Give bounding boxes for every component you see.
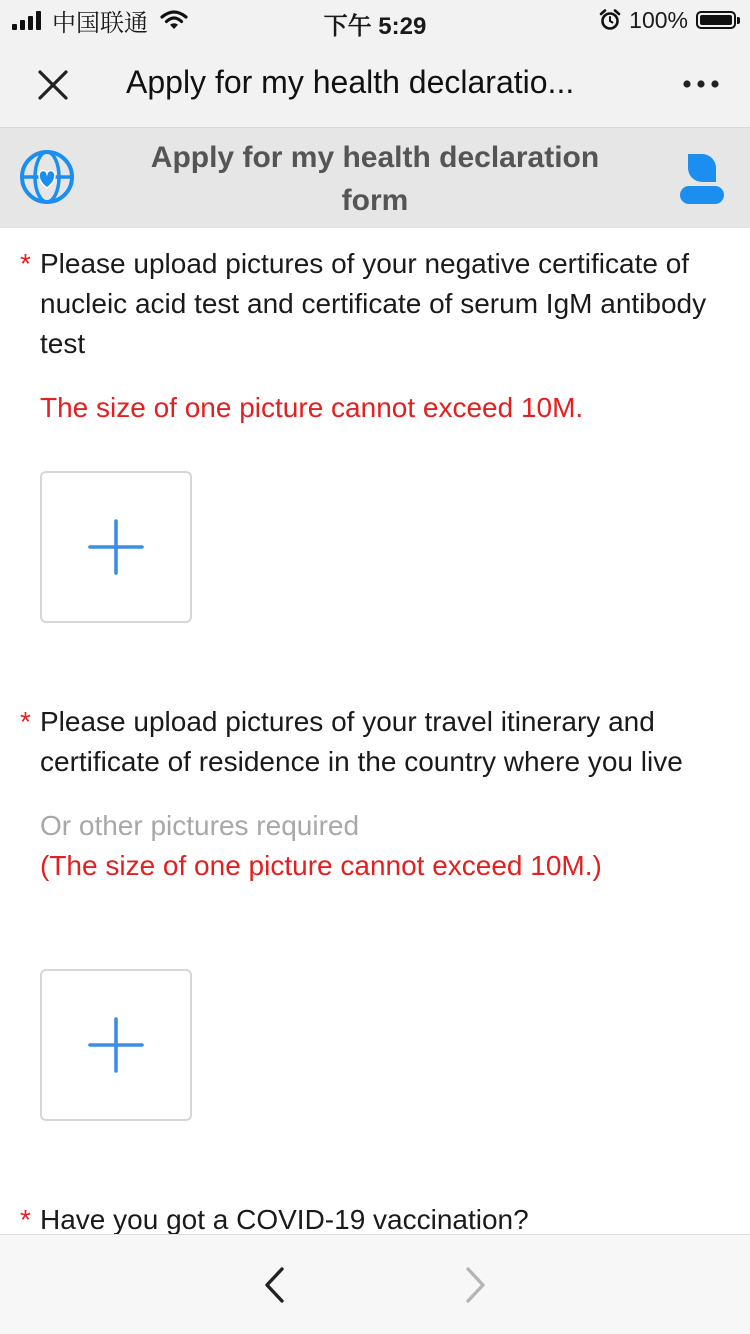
question-1-text: Please upload pictures of your negative certificate of nucleic acid test and certificate of serum IgM antibody test — [40, 248, 707, 359]
form-content — [0, 228, 750, 1234]
status-bar — [0, 0, 750, 40]
upload-button-2[interactable] — [40, 969, 192, 1121]
question-label — [20, 244, 710, 364]
required-marker: * — [20, 1204, 31, 1234]
required-marker: * — [20, 248, 31, 279]
chevron-left-icon[interactable] — [258, 1265, 290, 1305]
plus-icon — [88, 1017, 144, 1073]
chevron-right-icon[interactable] — [460, 1265, 492, 1305]
status-right — [599, 6, 736, 34]
question-label — [20, 1200, 710, 1234]
size-limit-note: (The size of one picture cannot exceed 10M.) — [40, 850, 602, 881]
battery-icon — [696, 11, 736, 29]
nav-bar — [0, 40, 750, 128]
nav-title: Apply for my health declaratio... — [126, 64, 575, 100]
bottom-toolbar — [0, 1234, 750, 1334]
globe-heart-icon — [18, 148, 76, 206]
page-title: Apply for my health declaration form — [150, 141, 600, 217]
battery-percent: 100% — [629, 6, 688, 33]
size-limit-note: The size of one picture cannot exceed 10M. — [40, 392, 584, 423]
other-pictures-hint: Or other pictures required — [40, 810, 360, 841]
alarm-icon — [599, 9, 621, 31]
question-2-text: Please upload pictures of your travel itinerary and certificate of residence in the country where you live — [40, 706, 683, 777]
status-time: 下午 5:29 — [323, 13, 427, 40]
plus-icon — [88, 519, 144, 575]
question-3 — [20, 1200, 710, 1234]
carrier-name: 中国联通 — [52, 9, 148, 37]
more-icon[interactable] — [676, 62, 726, 106]
question-label — [20, 702, 710, 782]
user-icon[interactable] — [680, 154, 724, 204]
close-icon[interactable] — [30, 62, 76, 108]
question-3-text: Have you got a COVID-19 vaccination? — [40, 1204, 529, 1234]
required-marker: * — [20, 706, 31, 737]
page-header — [0, 128, 750, 228]
question-2 — [20, 702, 710, 886]
upload-button-1[interactable] — [40, 471, 192, 623]
question-1 — [20, 244, 710, 428]
